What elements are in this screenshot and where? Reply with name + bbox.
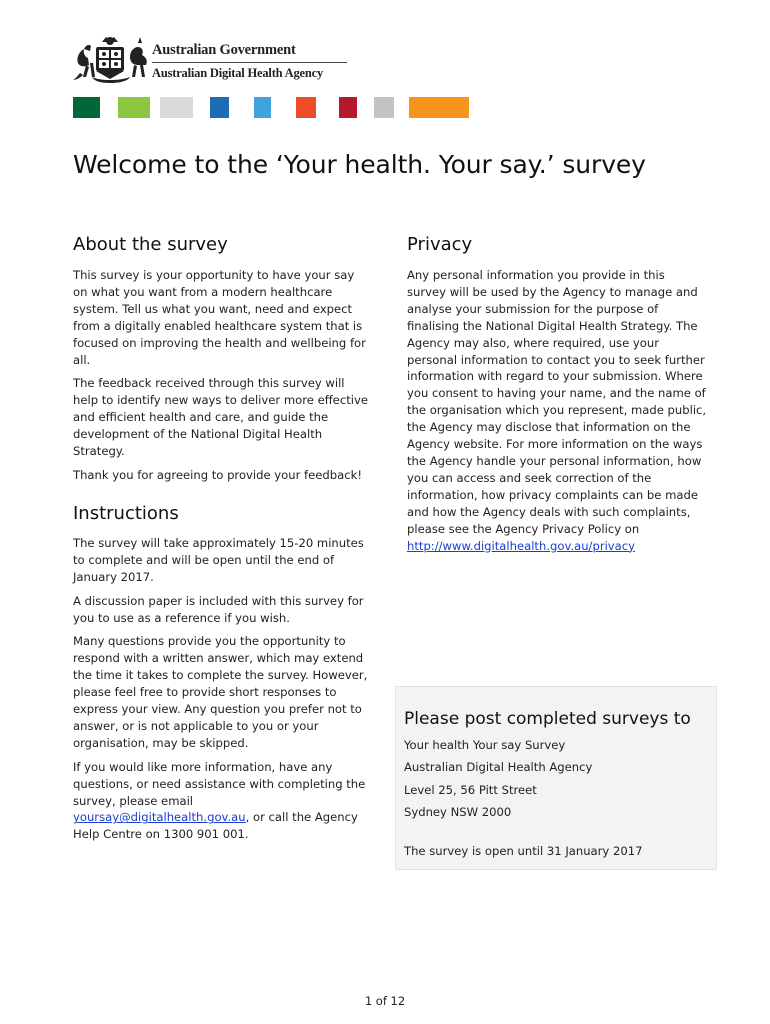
- about-paragraph: This survey is your opportunity to have your say on what you want from a modern healthcare system. Tell us what you want, need and expect from a digitally enabled healthcare system that is focused on improving the health and wellbeing for all.: [73, 268, 366, 367]
- color-swatch: [374, 97, 394, 118]
- address-line: Level 25, 56 Pitt Street: [404, 782, 537, 797]
- instructions-paragraph: The survey will take approximately 15-20 minutes to complete and will be open until the end of January 2017.: [73, 535, 364, 584]
- instructions-heading: Instructions: [73, 502, 179, 524]
- about-heading: About the survey: [73, 234, 228, 255]
- color-swatch: [409, 97, 469, 118]
- government-logo: [72, 33, 362, 85]
- left-column: [73, 233, 368, 850]
- address-line: Sydney NSW 2000: [404, 805, 512, 820]
- privacy-heading: Privacy: [407, 234, 473, 255]
- privacy-text: Any personal information you provide in this survey will be used by the Agency to manage and analyse your submission for the purpose of finalising the National Digital Health Strategy. The Agency may also, where required, use your personal information to contact you to seek further information with regard to your submission. Where you consent to having your name, and the name of the organisation which you represent, made public, the Agency may disclose that information on the Agency website. For more information on the ways the Agency handle your personal information, how you can access and seek correction of the information, how privacy complaints can be made and how the Agency deals with such complaints, please see the Agency Privacy Policy on: [407, 268, 707, 536]
- privacy-policy-link[interactable]: http://www.digitalhealth.gov.au/privacy: [407, 538, 636, 553]
- postal-address-box: [395, 686, 717, 870]
- government-name: Australian Government: [152, 42, 296, 58]
- instructions-paragraph: A discussion paper is included with this survey for you to use as a reference if you wish.: [73, 593, 364, 625]
- instructions-paragraph: [73, 759, 368, 844]
- color-swatch: [210, 97, 229, 118]
- coat-of-arms-icon: [72, 33, 150, 85]
- color-swatch: [254, 97, 271, 118]
- color-swatch: [339, 97, 357, 118]
- color-swatch: [160, 97, 193, 118]
- logo-divider: [152, 62, 347, 63]
- color-swatch: [73, 97, 100, 118]
- agency-name: Australian Digital Health Agency: [152, 66, 324, 80]
- instructions-paragraph: Many questions provide you the opportunity to respond with a written answer, which may extend the time it takes to complete the survey. However, please feel free to provide short responses to express your view. Any question you prefer not to answer, or is not applicable to you or your organisation, may be skipped.: [73, 634, 368, 750]
- page-title: Welcome to the ‘Your health. Your say.’ survey: [73, 150, 646, 179]
- about-paragraph: The feedback received through this survey will help to identify new ways to deliver more effective and efficient health and care, and guide the development of the National Digital Health Strategy.: [73, 376, 368, 459]
- about-paragraph: Thank you for agreeing to provide your feedback!: [73, 467, 362, 482]
- color-swatch: [118, 97, 150, 118]
- brand-color-bar: [0, 97, 770, 118]
- address-line: Your health Your say Survey: [404, 738, 566, 752]
- right-column: [407, 233, 707, 561]
- contact-text: If you would like more information, have any questions, or need assistance with completing the survey, please email: [73, 759, 366, 808]
- post-heading: Please post completed surveys to: [404, 709, 691, 729]
- contact-text: , or call the Agency Help Centre on 1300 901 001.: [73, 810, 358, 842]
- page-number: 1 of 12: [364, 994, 406, 1008]
- email-link[interactable]: yoursay@digitalhealth.gov.au: [73, 810, 246, 825]
- address-line: Australian Digital Health Agency: [404, 760, 593, 775]
- privacy-paragraph: [407, 267, 707, 554]
- color-swatch: [296, 97, 316, 118]
- survey-open-notice: The survey is open until 31 January 2017: [404, 844, 643, 859]
